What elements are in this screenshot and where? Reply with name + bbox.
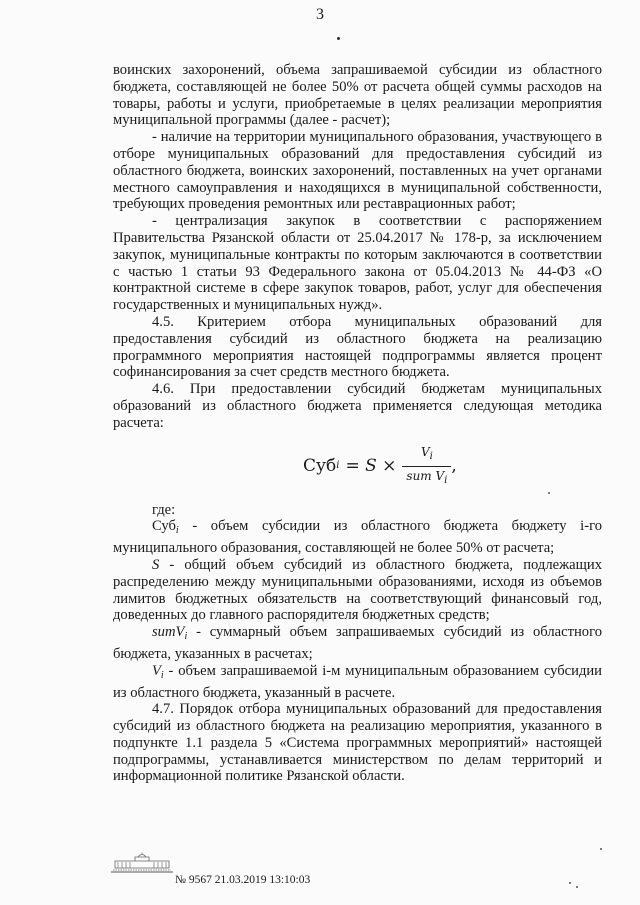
paragraph-4-5: 4.5. Критерием отбора муниципальных образований для предоставления субсидий из областного бюджета на реализацию программного мероприятия настоящей подпрограммы является процент софинансирования за счет средств местного бюджета. xyxy=(113,313,602,381)
government-building-stamp-icon xyxy=(109,852,175,874)
symbol-v-index: i xyxy=(160,669,164,681)
symbol-sumv-index: i xyxy=(184,631,188,643)
paragraph-4-7: 4.7. Порядок отбора муниципальных образований для предоставления субсидий из областного бюджета на реализацию мероприятия, указанного в подпункте 1.1 раздела 5 «Система программных мероприятий» настоящей подпрограммы, устанавливается министерством по делам территорий и информационной политике Рязанской области. xyxy=(113,701,602,785)
definition-s-text: - общий объем субсидий из областного бюджета, подлежащих распределению между муниципальными образованиями, исходя из объемов лимитов бюджетных обязательств на соответствующий финансовый год, доведенных до главного распорядителя бюджетных средств; xyxy=(113,556,602,624)
scan-speck xyxy=(569,882,571,884)
scan-speck xyxy=(576,886,578,888)
document-registration-footer: № 9567 21.03.2019 13:10:03 xyxy=(175,874,311,886)
formula-equals: = S × xyxy=(345,456,397,477)
definition-v-text: - объем запрашиваемой i-м муниципальным образованием субсидии из областного бюджета, указанный в расчете. xyxy=(113,662,602,701)
page-mark-dot xyxy=(337,37,340,40)
formula-lhs: Суб xyxy=(303,456,337,477)
definition-sumv xyxy=(113,624,602,663)
symbol-sub-index: i xyxy=(175,525,179,537)
definition-v xyxy=(113,663,602,702)
formula-lhs-subscript: i xyxy=(336,460,340,472)
page-number: 3 xyxy=(316,6,324,23)
fraction-denominator-subscript: i xyxy=(444,475,448,487)
formula-trailing-comma: , xyxy=(451,456,457,477)
definition-sub-i xyxy=(113,518,602,557)
definition-sumv-text: - суммарный объем запрашиваемых субсидий из областного бюджета, указанных в расчетах; xyxy=(113,624,602,662)
scan-speck xyxy=(548,492,550,494)
where-label: где: xyxy=(152,501,176,518)
paragraph-criterion-presence: - наличие на территории муниципального образования, участвующего в отборе муниципальных образований для предоставления субсидий из областного бюджета, воинских захоронений, поставленных на учет органами местного самоуправления и находящихся в муниципальной собственности, требующих проведения ремонтных или реставрационных работ; xyxy=(113,129,602,213)
scan-speck xyxy=(600,848,602,850)
paragraph-4-6: 4.6. При предоставлении субсидий бюджетам муниципальных образований из областного бюджета применяется следующая методика расчета: xyxy=(113,381,602,431)
symbol-sub: Суб xyxy=(152,518,176,535)
paragraph-centralization: - централизация закупок в соответствии с распоряжением Правительства Рязанской области от 25.04.2017 № 178-р, за исключением закупок, муниципальные контракты по которым заключаются в соответствии с частью 1 статьи 93 Федерального закона от 05.04.2013 № 44-ФЗ «О контрактной системе в сфере закупок товаров, работ, услуг для обеспечения государственных и муниципальных нужд». xyxy=(113,213,602,314)
formula-fraction xyxy=(402,444,451,491)
definition-sub-i-text: - объем субсидии из областного бюджета бюджету i-го муниципального образования, составляющей не более 50% от расчета; xyxy=(113,518,602,557)
document-body xyxy=(113,62,602,785)
paragraph-burial-subsidy: воинских захоронений, объема запрашиваемой субсидии из областного бюджета, составляющей не более 50% от расчета общей суммы расходов на товары, работы и услуги, приобретаемые в целях реализации мероприятия муниципальной программы (далее - расчет); xyxy=(113,62,602,129)
symbol-sumv: sumV xyxy=(152,624,185,641)
subsidy-formula xyxy=(113,440,602,490)
fraction-numerator: V xyxy=(420,444,430,459)
fraction-numerator-subscript: i xyxy=(429,450,433,462)
symbol-s: S xyxy=(152,556,160,573)
fraction-denominator: sum V xyxy=(406,469,445,484)
symbol-v: V xyxy=(152,662,161,679)
definition-s xyxy=(113,557,602,624)
